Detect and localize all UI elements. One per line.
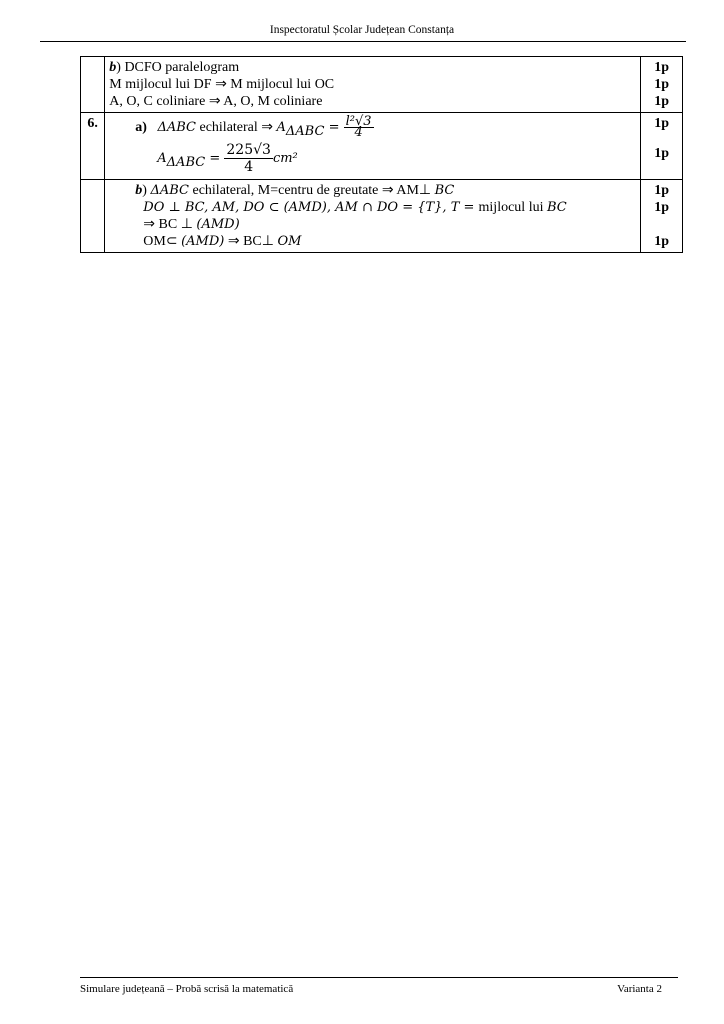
solution-line xyxy=(109,59,636,76)
footer-right: Varianta 2 xyxy=(617,983,662,995)
math-expr: = xyxy=(205,151,225,166)
math-expr: (AMD) xyxy=(196,217,240,232)
solution-text: ⇒ BC⊥ xyxy=(224,234,278,249)
math-expr: A xyxy=(276,120,286,135)
points-value: 1p xyxy=(654,116,670,131)
math-expr: DO ⊥ BC, AM, DO ⊂ (AMD), AM ∩ DO = {T}, T = xyxy=(143,200,479,215)
item-number-cell xyxy=(81,57,105,113)
math-subscript: ΔABC xyxy=(166,154,206,170)
table-row xyxy=(81,113,683,180)
item-number-cell xyxy=(81,180,105,253)
footer-divider xyxy=(80,977,678,978)
solution-line: A, O, C coliniare ⇒ A, O, M coliniare xyxy=(109,94,323,109)
points-value: 1p xyxy=(654,234,670,249)
solution-cell xyxy=(105,113,641,180)
math-expr: A xyxy=(157,151,167,166)
solution-cell xyxy=(105,57,641,113)
part-label: a) xyxy=(135,120,147,135)
solution-text: OM⊂ xyxy=(143,234,182,249)
math-expr: ΔABC xyxy=(157,120,196,135)
solution-line xyxy=(135,233,636,250)
page-header: Inspectoratul Școlar Județean Constanța xyxy=(269,24,455,36)
solution-text: ) DCFO paralelogram xyxy=(116,60,240,75)
points-value: 1p xyxy=(654,183,670,198)
table-row xyxy=(81,180,683,253)
math-expr: (AMD) xyxy=(181,234,225,249)
part-label: b xyxy=(135,183,143,198)
fraction: $\frac{225√3}{4}$ xyxy=(226,142,271,176)
solution-text: ⇒ BC ⊥ xyxy=(143,217,197,232)
solution-cell xyxy=(105,180,641,253)
math-expr: ΔABC xyxy=(150,183,189,198)
solution-line: M mijlocul lui DF ⇒ M mijlocul lui OC xyxy=(109,77,335,92)
points-value: 1p xyxy=(654,94,670,109)
solution-line xyxy=(135,216,636,233)
points-cell xyxy=(641,113,683,180)
points-value: 1p xyxy=(654,146,670,161)
solution-text: mijlocul lui xyxy=(478,200,547,215)
solution-line: b) ΔABC echilateral, M=centru de greutate ⇒ AM⊥ BC xyxy=(135,183,455,198)
points-cell xyxy=(641,57,683,113)
math-expr: = xyxy=(324,120,344,135)
math-expr: OM xyxy=(277,234,302,249)
math-expr: BC xyxy=(546,200,567,215)
math-expr: BC xyxy=(434,183,455,198)
table-row xyxy=(81,57,683,113)
points-cell xyxy=(641,180,683,253)
points-value: 1p xyxy=(654,200,670,215)
grading-table xyxy=(80,56,683,253)
solution-text: echilateral, M=centru de greutate ⇒ AM⊥ xyxy=(188,183,435,198)
points-value: 1p xyxy=(654,60,670,75)
solution-line xyxy=(135,115,636,141)
solution-line xyxy=(135,141,636,177)
solution-line xyxy=(135,199,636,216)
solution-text: echilateral ⇒ xyxy=(195,120,277,135)
math-subscript: ΔABC xyxy=(285,123,325,139)
fraction: $\frac{\text{l²√3}}{4}$ xyxy=(345,114,372,141)
part-label: b xyxy=(109,60,117,75)
math-unit: cm² xyxy=(272,151,298,166)
header-divider xyxy=(40,41,686,42)
footer-left: Simulare județeană – Probă scrisă la matematică xyxy=(80,983,294,995)
item-number: 6. xyxy=(81,113,105,180)
points-value: 1p xyxy=(654,77,670,92)
